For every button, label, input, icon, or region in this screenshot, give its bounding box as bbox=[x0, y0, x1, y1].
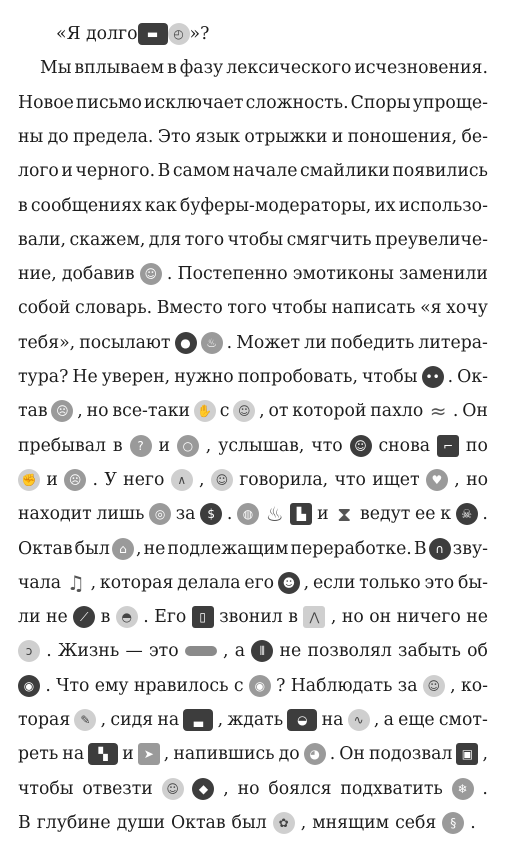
word: . bbox=[447, 367, 454, 387]
word: он bbox=[369, 607, 392, 628]
wind-icon: ≈ bbox=[429, 399, 447, 424]
word: находит bbox=[18, 504, 92, 525]
word: подозвал bbox=[368, 744, 453, 765]
word: чала bbox=[18, 572, 62, 593]
word: чтобы bbox=[227, 229, 284, 250]
word: , bbox=[90, 572, 97, 593]
word: ее bbox=[415, 504, 436, 525]
word: отрыжки bbox=[244, 126, 328, 147]
word: бе- bbox=[461, 126, 488, 147]
word: , bbox=[373, 710, 380, 730]
word: сложность. bbox=[245, 92, 349, 113]
word: уверен, bbox=[101, 367, 171, 387]
word: отвезти bbox=[82, 778, 153, 799]
word: письмо bbox=[75, 92, 142, 113]
word: переработке. bbox=[290, 538, 412, 559]
word: и bbox=[317, 504, 329, 525]
word: Его bbox=[154, 607, 187, 628]
text-line bbox=[18, 705, 488, 735]
word: Не bbox=[72, 367, 98, 387]
grinning-face-icon: ☻ bbox=[278, 572, 300, 594]
cold-face-icon: ❄ bbox=[452, 778, 474, 800]
word: посылают bbox=[79, 332, 171, 353]
city-icon: ▙ bbox=[290, 503, 312, 525]
word: Он bbox=[339, 744, 365, 765]
word: чтобы bbox=[271, 298, 327, 319]
word: . bbox=[470, 812, 476, 833]
word: , bbox=[300, 812, 307, 833]
skull-icon: ☠ bbox=[456, 503, 478, 525]
word: него bbox=[123, 469, 165, 490]
word: . bbox=[45, 675, 51, 696]
hourglass-icon: ⧗ bbox=[337, 502, 352, 527]
word: скажем, bbox=[69, 229, 146, 250]
word: не bbox=[466, 607, 488, 628]
woman-face-icon: ☺ bbox=[162, 778, 184, 800]
word: лишь bbox=[96, 504, 145, 525]
word: звонил bbox=[219, 607, 283, 628]
word: В bbox=[18, 812, 31, 833]
word: Может bbox=[236, 332, 301, 353]
woman-face-icon: ☺ bbox=[211, 469, 233, 491]
word: как bbox=[144, 195, 177, 216]
word: об bbox=[467, 641, 488, 662]
word: торая bbox=[18, 710, 71, 730]
text-line bbox=[40, 53, 488, 83]
dragon-icon: § bbox=[442, 812, 464, 834]
word: тебя», bbox=[18, 332, 76, 353]
eyes-icon: •• bbox=[422, 366, 444, 388]
word: тура? bbox=[18, 367, 69, 387]
word: хочу bbox=[446, 298, 488, 319]
word: Это bbox=[157, 126, 191, 147]
word: зву- bbox=[452, 538, 488, 559]
word: подхватить bbox=[340, 778, 443, 799]
toilet-icon: ◓ bbox=[116, 606, 138, 628]
word: Мы bbox=[40, 58, 72, 79]
word: ли bbox=[18, 607, 41, 628]
word: предела. bbox=[72, 126, 154, 147]
word: позволял bbox=[307, 641, 392, 662]
word: говорила, bbox=[239, 469, 329, 490]
wink-face-icon: ☺ bbox=[140, 263, 162, 285]
word: которой bbox=[292, 401, 367, 422]
heart-icon: ♥ bbox=[426, 469, 448, 491]
word: ны bbox=[18, 126, 44, 147]
house-icon: ⌂ bbox=[112, 538, 134, 560]
phone-icon: ▯ bbox=[192, 606, 214, 628]
word: лого bbox=[18, 161, 59, 182]
word: . bbox=[143, 607, 149, 628]
word: не bbox=[279, 641, 302, 662]
word: буферы-модераторы, bbox=[179, 195, 372, 216]
graduation-cap-icon: ◆ bbox=[192, 778, 214, 800]
word: их bbox=[374, 195, 396, 216]
word: это bbox=[424, 572, 455, 593]
word: в bbox=[18, 195, 28, 216]
text-line bbox=[18, 293, 488, 323]
word: , bbox=[330, 607, 337, 628]
word: до bbox=[47, 126, 69, 147]
word: , bbox=[303, 572, 310, 593]
word: и bbox=[61, 161, 73, 182]
word: . bbox=[482, 504, 488, 525]
word: ничего bbox=[396, 607, 461, 628]
word: упроще- bbox=[412, 92, 488, 113]
word: — bbox=[125, 641, 143, 662]
word: не bbox=[45, 607, 68, 628]
word: , bbox=[163, 744, 170, 765]
text-line bbox=[18, 259, 488, 289]
word: напившись bbox=[173, 744, 275, 765]
word: с bbox=[233, 675, 244, 696]
money-bag-icon: $ bbox=[200, 503, 222, 525]
word: литера- bbox=[418, 332, 488, 353]
word: , bbox=[450, 675, 456, 696]
word: что bbox=[311, 435, 343, 456]
word: и bbox=[158, 435, 170, 456]
hot-springs-icon: ♨ bbox=[265, 502, 284, 527]
jeans-icon: ⋀ bbox=[303, 606, 325, 628]
word: глубине bbox=[36, 812, 111, 833]
word: исчезновения. bbox=[354, 58, 488, 79]
text-line bbox=[18, 225, 488, 255]
word: ние, bbox=[18, 264, 57, 285]
text-line bbox=[18, 671, 488, 701]
word: заменили bbox=[398, 264, 488, 285]
word: с bbox=[219, 401, 230, 422]
pig-icon: ◕ bbox=[304, 743, 326, 765]
word: боялся bbox=[268, 778, 332, 799]
word: снова bbox=[378, 435, 431, 456]
nail-polish-icon: ✎ bbox=[74, 709, 96, 731]
word: , bbox=[259, 401, 265, 422]
word: нужно bbox=[174, 367, 234, 387]
word: но bbox=[466, 469, 488, 490]
music-notes-icon: ♫ bbox=[66, 570, 85, 595]
word: забыть bbox=[398, 641, 461, 662]
word: черного. bbox=[75, 161, 156, 182]
word: , bbox=[205, 435, 212, 456]
word: В bbox=[413, 538, 427, 559]
word: использо- bbox=[398, 195, 488, 216]
word: Новое bbox=[18, 92, 74, 113]
word: У bbox=[104, 469, 117, 490]
word: и bbox=[331, 126, 344, 147]
sunset-icon: ◒ bbox=[287, 709, 317, 731]
headphones-icon: ∩ bbox=[429, 538, 451, 560]
word: ведут bbox=[360, 504, 411, 525]
text-line bbox=[18, 396, 488, 426]
word: преувеличе- bbox=[375, 229, 488, 250]
alien-icon: ◉ bbox=[18, 675, 40, 697]
clock-icon: ◴ bbox=[168, 23, 190, 45]
word: «Я долго bbox=[56, 24, 138, 44]
word: , bbox=[135, 538, 142, 559]
chick-icon: ✿ bbox=[273, 812, 295, 834]
word: реть bbox=[18, 744, 59, 765]
word: ? bbox=[276, 675, 286, 696]
word: а bbox=[234, 641, 246, 662]
word: для bbox=[148, 229, 182, 250]
word: делала bbox=[177, 572, 241, 593]
word: ли bbox=[304, 332, 327, 353]
word: . bbox=[452, 401, 459, 422]
word: словарь. bbox=[75, 298, 153, 319]
text-line bbox=[18, 808, 488, 838]
word: эмотиконы bbox=[292, 264, 394, 285]
word: в bbox=[167, 58, 177, 79]
word: Споры bbox=[350, 92, 411, 113]
word: , bbox=[100, 710, 107, 730]
word: в bbox=[288, 607, 298, 628]
word: того bbox=[227, 298, 267, 319]
word: бы- bbox=[457, 572, 488, 593]
word: Ок- bbox=[457, 367, 488, 387]
word: , bbox=[223, 778, 229, 799]
shocked-face-icon: ○ bbox=[177, 435, 199, 457]
syringe-icon: ⟋ bbox=[73, 606, 95, 628]
text-line bbox=[18, 431, 488, 461]
globe-icon: ◍ bbox=[237, 503, 259, 525]
text-line bbox=[18, 465, 488, 495]
woman-face-icon: ☺ bbox=[423, 675, 445, 697]
word: . bbox=[92, 469, 99, 490]
text-line bbox=[18, 362, 488, 392]
word: попробовать, bbox=[237, 367, 358, 387]
woman-face-icon: ☺ bbox=[233, 400, 255, 422]
word: нравилось bbox=[133, 675, 229, 696]
word: «я bbox=[420, 298, 442, 319]
word: тав bbox=[18, 401, 48, 422]
fist-icon: ✊ bbox=[18, 469, 40, 491]
word: но bbox=[237, 778, 260, 799]
word: пахло bbox=[370, 401, 424, 422]
word: добавив bbox=[61, 264, 135, 285]
thinking-face-icon: ? bbox=[130, 435, 152, 457]
word: мнящим bbox=[312, 812, 390, 833]
sad-face-icon: ☹ bbox=[64, 469, 86, 491]
donut-icon: ◎ bbox=[149, 503, 171, 525]
word: появились bbox=[392, 161, 488, 182]
word: которая bbox=[99, 572, 174, 593]
word: ищет bbox=[372, 469, 420, 490]
wave-icon: ∿ bbox=[348, 709, 370, 731]
word: победить bbox=[330, 332, 415, 353]
word: . bbox=[329, 744, 336, 765]
text-line bbox=[18, 499, 488, 529]
word: но bbox=[86, 401, 109, 422]
word: чтобы bbox=[18, 778, 74, 799]
text-line bbox=[56, 19, 209, 49]
word: в bbox=[112, 435, 123, 456]
ear-icon: ↄ bbox=[18, 640, 40, 662]
word: вплываем bbox=[74, 58, 165, 79]
word: ко- bbox=[460, 675, 488, 696]
sad-face-icon: ☹ bbox=[51, 400, 73, 422]
word: и bbox=[122, 744, 134, 765]
word: еще bbox=[398, 710, 435, 730]
taxi-icon: ▣ bbox=[456, 743, 478, 765]
word: если bbox=[312, 572, 356, 593]
word: был bbox=[74, 538, 110, 559]
pill-shape-icon bbox=[185, 646, 217, 656]
word: Октав bbox=[170, 812, 226, 833]
word: по bbox=[465, 435, 488, 456]
text-line bbox=[18, 156, 488, 186]
word: »? bbox=[189, 24, 210, 44]
raised-hands-icon: ✋ bbox=[194, 400, 216, 422]
eggplant-icon: ● bbox=[175, 332, 197, 354]
word: до bbox=[278, 744, 300, 765]
text-line bbox=[18, 739, 488, 769]
word: , bbox=[199, 469, 205, 490]
word: ему bbox=[94, 675, 129, 696]
word: начале bbox=[232, 161, 298, 182]
word: за bbox=[397, 675, 418, 696]
bed-icon: ▬ bbox=[138, 23, 168, 45]
word: не bbox=[143, 538, 166, 559]
word: вали, bbox=[18, 229, 67, 250]
bathtub-icon: ▃ bbox=[183, 709, 213, 731]
word: но bbox=[341, 607, 364, 628]
text-line bbox=[18, 191, 488, 221]
word: фазу bbox=[179, 58, 224, 79]
text-line bbox=[18, 602, 488, 632]
word: подлежащим bbox=[167, 538, 289, 559]
word: пребывал bbox=[18, 435, 106, 456]
word: . bbox=[482, 778, 488, 799]
word: сообщениях bbox=[30, 195, 142, 216]
word: сидя bbox=[110, 710, 154, 730]
text-line bbox=[18, 328, 488, 358]
word: к bbox=[440, 504, 451, 525]
word: смот- bbox=[438, 710, 488, 730]
word: смягчить bbox=[286, 229, 372, 250]
word: Жизнь bbox=[57, 641, 120, 662]
word: смайлики bbox=[300, 161, 390, 182]
text-line bbox=[18, 88, 488, 118]
text-line bbox=[18, 774, 488, 804]
word: поношения, bbox=[347, 126, 458, 147]
word: , bbox=[223, 641, 229, 662]
word: исключает bbox=[143, 92, 244, 113]
word: , bbox=[482, 744, 488, 765]
bottle-icon: ⦀ bbox=[251, 640, 273, 662]
word: что bbox=[334, 469, 366, 490]
word: на bbox=[321, 710, 344, 730]
word: души bbox=[116, 812, 165, 833]
word: Наблюдать bbox=[290, 675, 393, 696]
text-line bbox=[18, 568, 488, 598]
word: , bbox=[77, 401, 83, 422]
word: язык bbox=[195, 126, 241, 147]
word: В bbox=[157, 161, 171, 182]
word: самом bbox=[172, 161, 231, 182]
word: . bbox=[226, 504, 233, 525]
word: , bbox=[217, 710, 224, 730]
word: собой bbox=[18, 298, 71, 319]
word: все-таки bbox=[112, 401, 191, 422]
word: был bbox=[231, 812, 267, 833]
word: его bbox=[244, 572, 275, 593]
word: на bbox=[157, 710, 180, 730]
pistol-icon: ⌐ bbox=[437, 435, 459, 457]
alien-face-icon: ◉ bbox=[249, 675, 271, 697]
word: услышав, bbox=[218, 435, 305, 456]
word: , bbox=[454, 469, 460, 490]
word: а bbox=[383, 710, 394, 730]
word: в bbox=[100, 607, 111, 628]
word: на bbox=[62, 744, 85, 765]
word: от bbox=[268, 401, 289, 422]
word: только bbox=[359, 572, 421, 593]
word: Что bbox=[56, 675, 90, 696]
night-city-icon: ▚ bbox=[88, 743, 118, 765]
word: лексического bbox=[226, 58, 352, 79]
word: и bbox=[46, 469, 58, 490]
word: того bbox=[184, 229, 225, 250]
word: за bbox=[175, 504, 196, 525]
word: . bbox=[46, 641, 52, 662]
text-line bbox=[18, 636, 488, 666]
word: ждать bbox=[227, 710, 284, 730]
word: написать bbox=[331, 298, 416, 319]
word: Он bbox=[462, 401, 488, 422]
word: Постепенно bbox=[177, 264, 288, 285]
text-line bbox=[18, 122, 488, 152]
police-face-icon: ☺ bbox=[350, 435, 372, 457]
word: . bbox=[226, 332, 233, 353]
paper-plane-icon: ➤ bbox=[138, 743, 160, 765]
word: . bbox=[166, 264, 173, 285]
word: Вместо bbox=[156, 298, 223, 319]
word: это bbox=[148, 641, 179, 662]
text-line bbox=[18, 534, 488, 564]
word: себя bbox=[395, 812, 437, 833]
word: чтобы bbox=[362, 367, 418, 387]
nose-icon: ∧ bbox=[171, 469, 193, 491]
word: Октав bbox=[18, 538, 73, 559]
fire-icon: ♨ bbox=[201, 332, 223, 354]
